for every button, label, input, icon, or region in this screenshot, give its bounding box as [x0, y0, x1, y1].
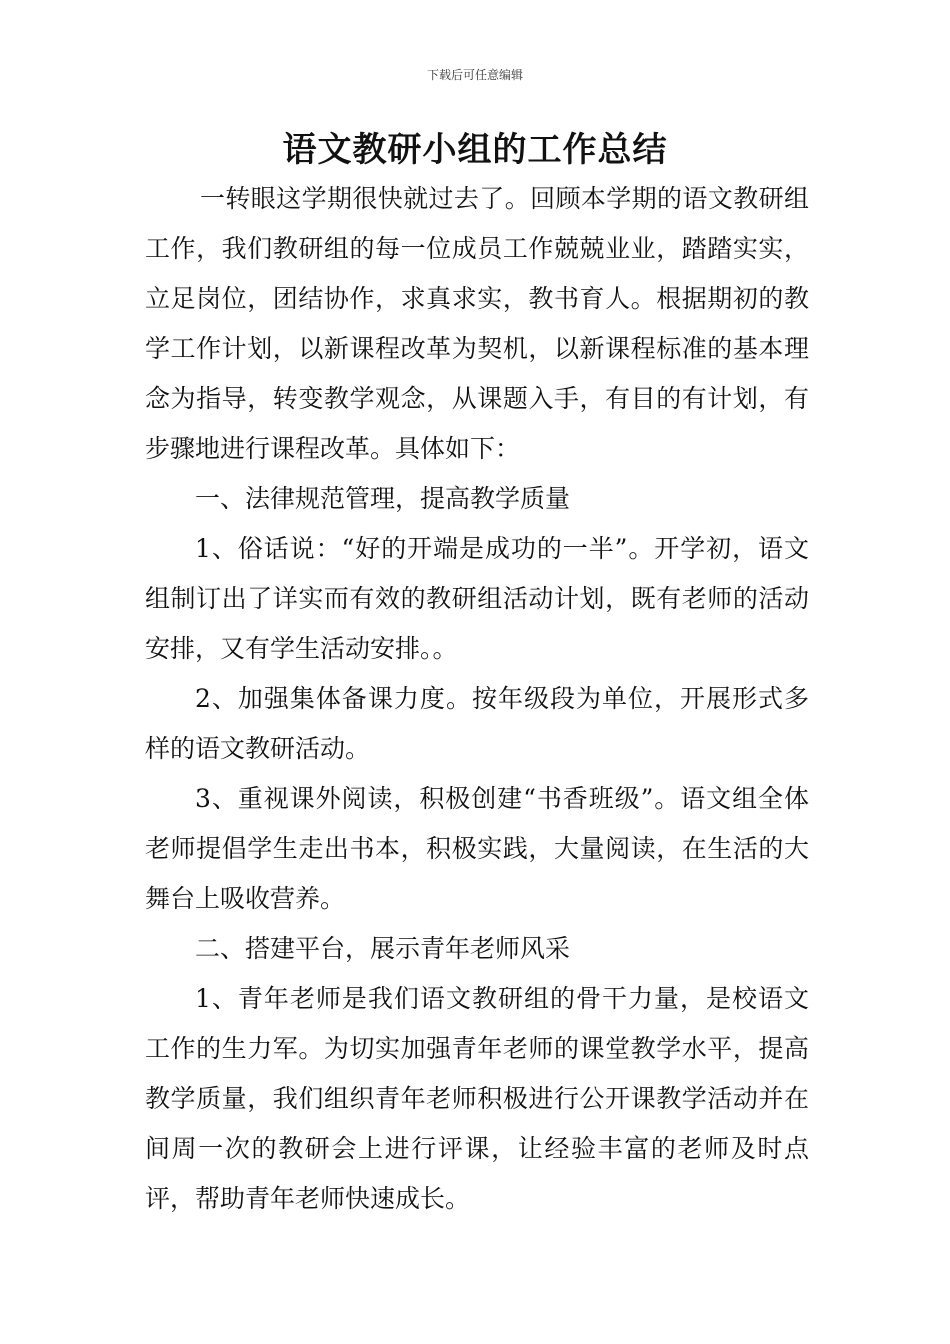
section-heading-2: 二、搭建平台，展示青年老师风采 [195, 934, 571, 963]
document-title: 语文教研小组的工作总结 [282, 130, 668, 170]
paragraph-2-1: 1、青年老师是我们语文教研组的骨干力量，是校语文工作的生力军。为切实加强青年老师的课堂教学水平，提高教学质量，我们组织青年老师积极进行公开课教学活动并在间周一次的教研会上进行评课，让经验丰富的老师及时点评，帮助青年老师快速成长。 [145, 984, 809, 1213]
section-heading-1: 一、法律规范管理，提高教学质量 [195, 484, 571, 513]
paragraph-intro: 一转眼这学期很快就过去了。回顾本学期的语文教研组工作，我们教研组的每一位成员工作兢兢业业，踏踏实实，立足岗位，团结协作，求真求实，教书育人。根据期初的教学工作计划，以新课程改革为契机，以新课程标准的基本理念为指导，转变教学观念，从课题入手，有目的有计划，有步骤地进行课程改革。具体如下： [145, 184, 809, 463]
paragraph-1-3: 3、重视课外阅读，积极创建“书香班级”。语文组全体老师提倡学生走出书本，积极实践，大量阅读，在生活的大舞台上吸收营养。 [145, 784, 809, 913]
paragraph-1-1: 1、俗话说：“好的开端是成功的一半”。开学初，语文组制订出了详实而有效的教研组活动计划，既有老师的活动安排，又有学生活动安排。。 [145, 534, 809, 663]
document-body [145, 174, 809, 1224]
page-header-note: 下载后可任意编辑 [426, 68, 523, 82]
paragraph-1-2: 2、加强集体备课力度。按年级段为单位，开展形式多样的语文教研活动。 [145, 684, 809, 763]
